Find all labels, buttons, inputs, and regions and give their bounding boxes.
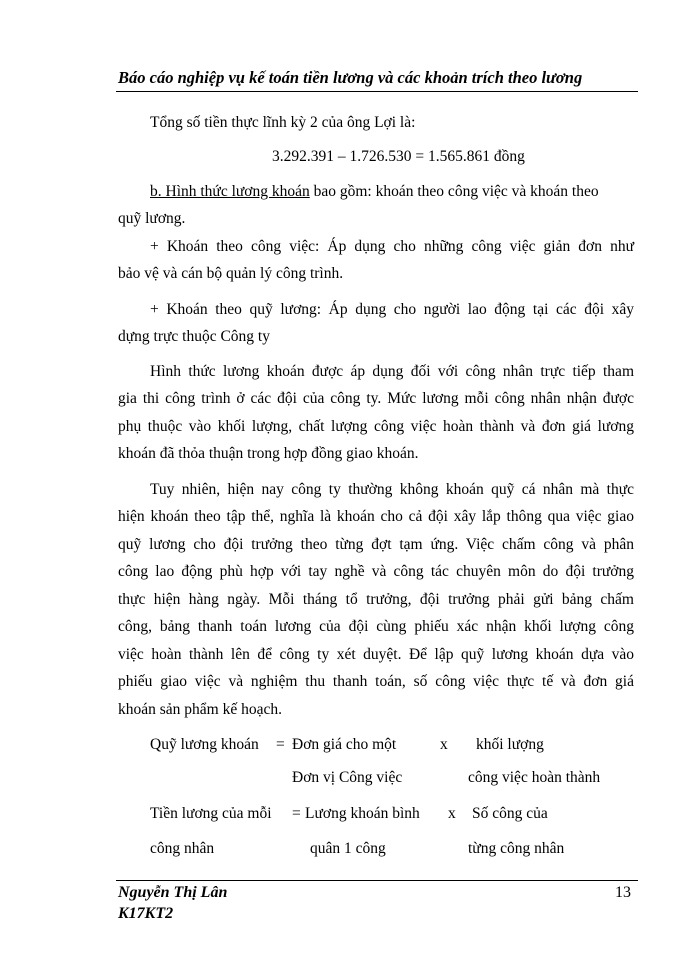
formula2-label-line2: công nhân [150, 840, 215, 857]
p4-line4: công lao động phù hợp với tay nghề và công tác chuyên môn do đội trưởng [118, 563, 634, 580]
p3-line4: khoán đã thỏa thuận trong hợp đồng giao khoán. [118, 445, 419, 462]
formula1-label: Quỹ lương khoán [150, 736, 259, 753]
formula2-label-line1: Tiền lương của mỗi [150, 805, 272, 822]
formula1-equals: = [276, 736, 285, 753]
formula2-term1-line1: Lương khoán bình [305, 805, 420, 822]
header-divider [116, 91, 638, 92]
p4-line5: thực hiện hàng ngày. Mỗi tháng tổ trưởng, đội trưởng phải gửi bảng chấm [118, 591, 634, 608]
formula1-term1-line1: Đơn giá cho một [292, 736, 397, 753]
total-intro: Tổng số tiền thực lĩnh kỳ 2 của ông Lợi là: [150, 114, 416, 131]
formula2-times: x [448, 805, 456, 822]
p4-line8: phiếu giao việc và nghiệm thu thanh toán, số công việc thực tế và đơn giá [118, 673, 634, 690]
header-title: Báo cáo nghiệp vụ kế toán tiền lương và các khoản trích theo lương [118, 68, 583, 87]
footer-author: Nguyễn Thị Lân [118, 884, 228, 901]
section-b-line1 [150, 183, 599, 201]
footer-class: K17KT2 [118, 905, 174, 922]
p4-line3: quỹ lương cho đội trưởng theo từng đợt tạm ứng. Việc chấm công và phân [118, 536, 634, 553]
p4-line6: công, bảng thanh toán lương của đội cùng phiếu xác nhận khối lượng công [118, 618, 634, 635]
p2-line1: + Khoán theo quỹ lương: Áp dụng cho người lao động tại các đội xây [150, 301, 634, 318]
formula2-term2-line2: từng công nhân [468, 840, 565, 857]
section-b-rest: bao gồm: khoán theo công việc và khoán theo [309, 183, 599, 200]
footer-divider [116, 880, 638, 881]
formula2-term1-line2: quân 1 công [310, 840, 386, 857]
p3-line2: gia thi công trình ở các đội của công ty. Mức lương mỗi công nhân nhận được [118, 390, 634, 407]
p3-line1: Hình thức lương khoán được áp dụng đối với công nhân trực tiếp tham [150, 363, 634, 380]
formula1-times: x [440, 736, 448, 753]
formula2-equals: = [292, 805, 301, 822]
p1-line1: + Khoán theo công việc: Áp dụng cho những công việc giản đơn như [150, 238, 634, 255]
p4-line1: Tuy nhiên, hiện nay công ty thường không khoán quỹ cá nhân mà thực [150, 481, 634, 498]
formula1-term2-line1: khối lượng [476, 736, 544, 753]
formula1-term2-line2: công việc hoàn thành [468, 769, 601, 786]
p1-line2: bảo vệ và cán bộ quản lý công trình. [118, 265, 344, 282]
p3-line3: phụ thuộc vào khối lượng, chất lượng công việc hoàn thành và đơn giá lương [118, 418, 634, 435]
p4-line9: khoán sản phẩm kế hoạch. [118, 701, 282, 718]
formula1-term1-line2: Đơn vị Công việc [292, 769, 403, 786]
p4-line7: việc hoàn thành lên để công ty xét duyệt. Để lập quỹ lương khoán dựa vào [118, 646, 634, 663]
total-formula: 3.292.391 – 1.726.530 = 1.565.861 đồng [272, 148, 525, 165]
page-number: 13 [615, 884, 631, 901]
formula2-term2-line1: Số công của [472, 805, 548, 822]
p4-line2: hiện khoán theo tập thể, nghĩa là khoán cho cả đội xây lắp thông qua việc giao [118, 508, 634, 525]
section-b-line2: quỹ lương. [118, 210, 186, 227]
p2-line2: dựng trực thuộc Công ty [118, 328, 270, 345]
section-b-heading: b. Hình thức lương khoán [150, 183, 310, 200]
